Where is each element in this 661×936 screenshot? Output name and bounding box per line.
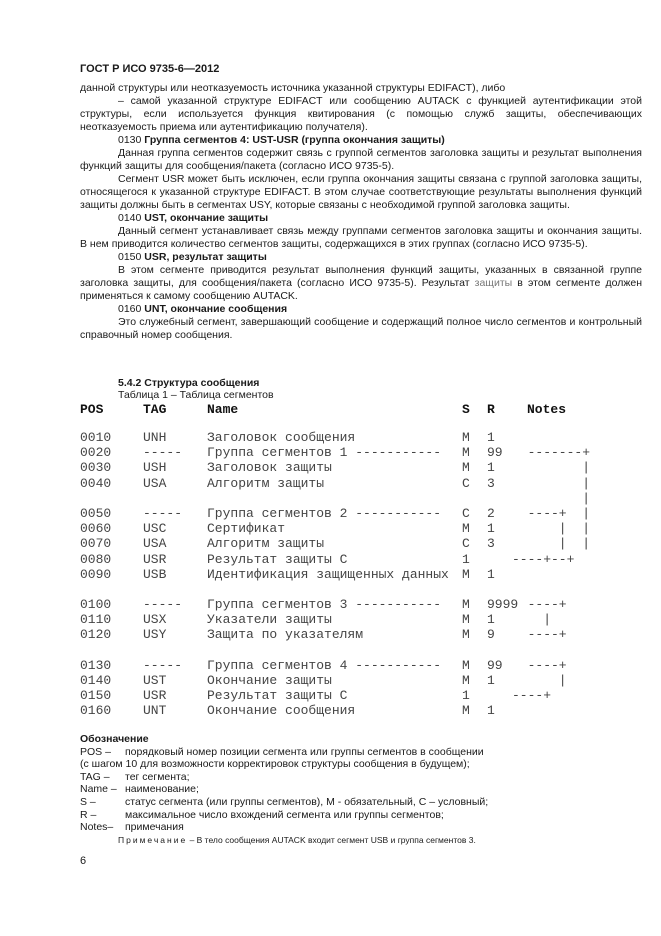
cell-tag: USA [143, 536, 167, 552]
table-row [80, 657, 567, 673]
cell-pos: 0070 [80, 536, 112, 552]
subheading-0160 [80, 303, 642, 316]
paragraph: данной структуры или неотказуемость источника указанной структуры EDIFACT), либо [80, 82, 506, 94]
legend-key: TAG – [80, 770, 110, 783]
header-r: R [487, 402, 495, 417]
table-row [80, 673, 567, 688]
table-row [80, 566, 495, 582]
cell-pos: 0090 [80, 566, 112, 582]
document-header: ГОСТ Р ИСО 9735-6—2012 [80, 63, 220, 75]
paragraph: – самой указанной структуре EDIFACT или сообщению AUTACK с функцией аутентификации этой структуры, если используется функция квитирования (с помощью служб защиты, обеспечивающих неотказуемость приема или аутентификацию получателя). [80, 95, 642, 133]
subheading-title: UNT, окончание сообщения [144, 303, 288, 315]
cell-notes: ----+ | [512, 505, 591, 521]
paragraph [80, 264, 642, 303]
table-row [80, 551, 575, 567]
cell-s: 1 [462, 551, 470, 567]
cell-name: Заголовок сообщения [207, 430, 356, 445]
table-row [80, 627, 567, 643]
legend [80, 733, 640, 846]
cell-s: 1 [462, 688, 470, 704]
table-caption: Таблица 1 – Таблица сегментов [118, 389, 274, 401]
cell-pos: 0100 [80, 597, 112, 613]
cell-tag: UNT [143, 703, 167, 719]
cell-s: M [462, 673, 470, 688]
cell-notes: | [512, 475, 591, 491]
legend-item [80, 771, 640, 784]
subheading-number: 0140 [118, 212, 142, 224]
legend-value: (с шагом 10 для возможности корректировок структуры сообщения в будущем); [80, 758, 470, 771]
cell-name: Сертификат [207, 521, 286, 537]
cell-s: C [462, 505, 470, 521]
cell-name: Указатели защиты [207, 612, 332, 628]
legend-key: POS – [80, 745, 111, 758]
cell-s: C [462, 475, 470, 491]
cell-pos: 0150 [80, 688, 112, 704]
cell-s: M [462, 430, 470, 445]
cell-pos: 0040 [80, 475, 112, 491]
cell-r: 1 [487, 460, 495, 476]
legend-value: максимальное число вхождений сегмента или группы сегментов; [125, 808, 444, 821]
cell-tag: USB [143, 566, 167, 582]
legend-title: Обозначение [80, 733, 149, 745]
legend-value: порядковый номер позиции сегмента или группы сегментов в сообщении [125, 745, 484, 758]
page-number: 6 [80, 855, 87, 867]
table-row [80, 597, 567, 613]
table-row [80, 703, 495, 719]
header-notes: Notes [527, 402, 567, 417]
table-row [80, 430, 495, 445]
legend-value: примечания [125, 821, 184, 834]
legend-key: R – [80, 808, 97, 821]
cell-pos: 0010 [80, 430, 112, 445]
cell-s: M [462, 627, 470, 643]
cell-s: M [462, 657, 470, 673]
cell-tag: ----- [143, 657, 183, 673]
cell-notes: | [512, 460, 591, 476]
cell-r: 3 [487, 475, 495, 491]
cell-r: 1 [487, 430, 495, 445]
cell-r: 1 [487, 673, 495, 688]
segment-table [80, 402, 591, 719]
cell-s: M [462, 566, 470, 582]
cell-pos: 0050 [80, 505, 112, 521]
legend-item [80, 796, 640, 809]
cell-name: Результат защиты С [207, 551, 348, 567]
cell-pos: 0130 [80, 657, 112, 673]
cell-tag: ----- [143, 597, 183, 613]
subheading-number: 0150 [118, 251, 142, 263]
subheading-0140 [80, 212, 642, 225]
header-name: Name [207, 402, 239, 417]
paragraph: Сегмент USR может быть исключен, если группа окончания защиты связана с группой заголовка защиты, относящегося к указанной структуре EDIFACT. В этом случае соответствующие результаты выполнения функций защиты должны быть в сегментах USY, которые связаны с необходимой группой заголовка защиты. [80, 173, 642, 211]
cell-tag: USR [143, 688, 167, 704]
cell-s: M [462, 612, 470, 628]
header-s: S [462, 402, 470, 417]
legend-item [80, 783, 640, 796]
legend-key: Notes– [80, 821, 114, 834]
cell-r: 1 [487, 703, 495, 719]
cell-s: M [462, 521, 470, 537]
table-row [80, 505, 591, 521]
cell-tag: USH [143, 460, 167, 476]
cell-notes: ----+ [512, 597, 567, 613]
cell-notes: -------+ [512, 445, 591, 461]
legend-item [80, 809, 640, 822]
cell-tag: USR [143, 551, 167, 567]
cell-pos: 0080 [80, 551, 112, 567]
cell-pos: 0140 [80, 673, 112, 688]
legend-item [80, 821, 640, 834]
table-row [80, 612, 552, 628]
cell-name: Идентификация защищенных данных [207, 566, 449, 582]
cell-pos: 0030 [80, 460, 112, 476]
subheading-title: UST, окончание защиты [144, 212, 269, 224]
note-label: Примечание [118, 834, 188, 845]
cell-tag: UST [143, 673, 167, 688]
cell-tag: UNH [143, 430, 167, 445]
cell-name: Группа сегментов 1 ----------- [207, 445, 442, 461]
cell-notes: | [512, 673, 567, 688]
cell-r: 1 [487, 612, 495, 628]
legend-value: тег сегмента; [125, 770, 190, 783]
cell-pos: 0110 [80, 612, 112, 628]
subheading-title: Группа сегментов 4: UST-USR (группа окончания защиты) [144, 134, 445, 146]
cell-pos: 0020 [80, 445, 112, 461]
subheading-number: 0160 [118, 303, 142, 315]
cell-r: 1 [487, 521, 495, 537]
cell-notes: ----+--+ [512, 551, 575, 567]
cell-notes: ----+ [512, 657, 567, 673]
cell-name: Группа сегментов 4 ----------- [207, 657, 442, 673]
body-text [80, 82, 642, 342]
legend-item [80, 746, 640, 759]
header-tag: TAG [143, 402, 167, 417]
cell-s: M [462, 703, 470, 719]
text: в этом сегменте должен применяться к самому сообщению AUTACK. [80, 277, 642, 302]
cell-notes: ----+ [512, 627, 567, 643]
cell-name: Группа сегментов 3 ----------- [207, 597, 442, 613]
cell-tag: ----- [143, 445, 183, 461]
cell-s: M [462, 597, 470, 613]
table-row [80, 475, 591, 491]
cell-notes: ----+ [512, 688, 552, 704]
cell-pos: 0120 [80, 627, 112, 643]
cell-s: M [462, 445, 470, 461]
table-row [80, 582, 111, 597]
cell-name: Результат защиты С [207, 688, 348, 704]
section-title: 5.4.2 Структура сообщения [118, 377, 260, 389]
cell-name: Алгоритм защиты [207, 475, 325, 491]
cell-s: C [462, 536, 470, 552]
paragraph: Данная группа сегментов содержит связь с группой сегментов заголовка защиты и результат выполнения функций защиты для сообщения/пакета (согласно ИСО 9735-5). [80, 147, 642, 172]
table-row [80, 445, 591, 461]
cell-tag: ----- [143, 505, 183, 521]
text: защиты [474, 277, 513, 289]
section [118, 377, 274, 401]
cell-r: 99 [487, 657, 503, 673]
subheading-0130 [80, 134, 642, 147]
legend-key: Name – [80, 783, 117, 796]
legend-value: наименование; [125, 783, 199, 796]
cell-tag: USA [143, 475, 167, 491]
cell-notes: | | [512, 536, 591, 552]
cell-r: 9999 [487, 597, 519, 613]
cell-tag: USY [143, 627, 167, 643]
header-pos: POS [80, 402, 104, 417]
table-row [80, 521, 591, 537]
text: В этом сегменте приводится результат выполнения функций защиты, указанных в связанной группе заголовка защиты, для сообщения/пакета (согласно ИСО 9735-5). Результат [80, 264, 642, 289]
table-row [80, 536, 591, 552]
cell-r: 2 [487, 505, 495, 521]
cell-pos: 0060 [80, 521, 112, 537]
cell-name: Группа сегментов 2 ----------- [207, 505, 442, 521]
table-row [80, 688, 552, 704]
table-header [80, 402, 567, 422]
cell-name: Окончание сообщения [207, 703, 356, 719]
cell-tag: USC [143, 521, 167, 537]
cell-name: Окончание защиты [207, 673, 332, 688]
note-text: – В тело сообщения AUTACK входит сегмент USB и группа сегментов 3. [187, 834, 476, 845]
table-row [80, 643, 111, 658]
cell-notes: | | [512, 521, 591, 537]
cell-tag: USX [143, 612, 167, 628]
cell-r: 1 [487, 566, 495, 582]
subheading-title: USR, результат защиты [144, 251, 267, 263]
table-row [80, 460, 591, 476]
note [118, 834, 640, 847]
cell-name: Заголовок защиты [207, 460, 332, 476]
cell-notes: | [512, 490, 591, 506]
paragraph: Это служебный сегмент, завершающий сообщение и содержащий полное число сегментов и контрольный справочный номер сообщения. [80, 316, 642, 341]
legend-key: S – [80, 795, 96, 808]
cell-name: Защита по указателям [207, 627, 364, 643]
cell-r: 99 [487, 445, 503, 461]
subheading-0150 [80, 251, 642, 264]
table-row [80, 490, 591, 506]
cell-pos: 0160 [80, 703, 112, 719]
cell-notes: | [512, 612, 552, 628]
legend-value: статус сегмента (или группы сегментов), М - обязательный, С – условный; [125, 795, 489, 808]
cell-s: M [462, 460, 470, 476]
cell-r: 9 [487, 627, 495, 643]
legend-item [80, 758, 640, 771]
cell-name: Алгоритм защиты [207, 536, 325, 552]
paragraph: Данный сегмент устанавливает связь между группами сегментов заголовка защиты и окончания защиты. В нем приводится количество сегментов защиты, содержащихся в этих группах (согласно ИСО 9735-5). [80, 225, 642, 250]
cell-r: 3 [487, 536, 495, 552]
subheading-number: 0130 [118, 134, 142, 146]
